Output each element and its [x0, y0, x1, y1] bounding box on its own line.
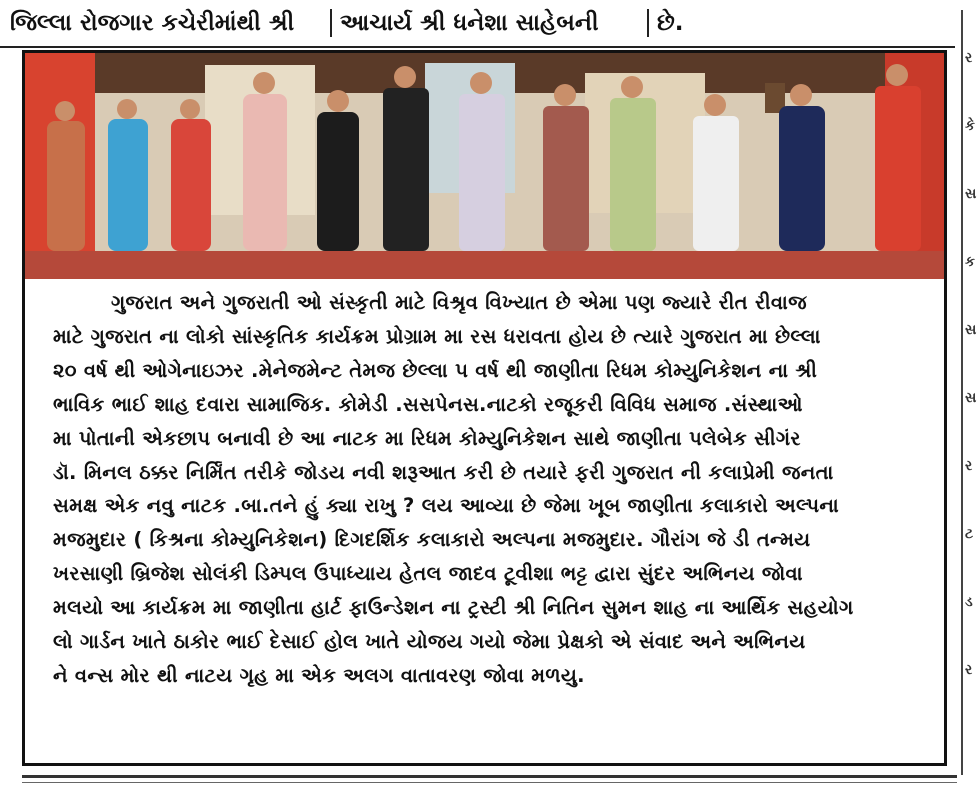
- adjacent-text-fragment: સ: [965, 186, 977, 202]
- bottom-divider: [22, 775, 957, 778]
- adjacent-text-fragment: સ: [965, 322, 977, 338]
- bottom-divider-thin: [22, 782, 957, 783]
- adjacent-text-fragment: ર: [965, 50, 973, 66]
- column-separator: [647, 9, 649, 37]
- article-body: [53, 286, 933, 693]
- stage-photo-illustration: [25, 53, 944, 279]
- article-line: ને વન્સ મોર થી નાટય ગૃહ મા એક અલગ વાતાવરણ જોવા મળયુ.: [53, 663, 585, 687]
- column-divider: [961, 10, 963, 775]
- adjacent-text-fragment: કે: [965, 118, 975, 134]
- top-divider: [0, 46, 955, 48]
- article-line: લો ગાર્ડન ખાતે ઠાકોર ભાઈ દેસાઈ હોલ ખાતે યોજય ગયો જેમા પ્રેક્ષકો એ સંવાદ અને અભિનય: [53, 630, 806, 654]
- adjacent-text-fragment: ર: [965, 662, 973, 678]
- adjacent-text-fragment: ટ: [965, 526, 974, 542]
- article-line: ગુજરાત અને ગુજરાતી ઓ સંસ્કૃતી માટે વિશ્રૃવ વિખ્યાત છે એમા પણ જ્યારે રીત રીવાજ: [111, 291, 807, 314]
- article-line: મા પોતાની એકછાપ બનાવી છે આ નાટક મા રિધમ કોમ્યુનિકેશન સાથે જાણીતા પલેબેક સીગંર: [53, 426, 801, 450]
- adjacent-text-fragment: ક: [965, 254, 975, 270]
- article-line: ડૉ. મિનલ ઠક્કર નિર્મિંત તરીકે જોડય નવી શરૂઆત કરી છે તયારે ફરી ગુજરાત ની કલાપ્રેમી જનતા: [53, 460, 834, 484]
- headline-segment-3: છે.: [657, 10, 684, 36]
- news-article: [22, 50, 947, 766]
- stage-photo: [25, 53, 944, 279]
- article-line: સમક્ષ એક નવુ નાટક .બા.તને હું ક્યા રાખુ ? લય આવ્યા છે જેમા ખૂબ જાણીતા કલાકારો અલ્પના: [53, 494, 839, 518]
- headline-segment-2: આચાર્ય શ્રી ધનેશા સાહેબની: [340, 10, 599, 36]
- headline-segment-1: જિલ્લા રોજગાર કચેરીમાંથી શ્રી: [10, 10, 295, 36]
- article-line: ખરસાણી બ્રિજેશ સોલંકી ડિમ્પલ ઉપાધ્યાય હેતલ જાદવ ટૂવીશા ભટ્ટ દ્વારા સુંદર અભિનય જોવા: [53, 562, 803, 586]
- article-line: મલયો આ કાર્યક્રમ મા જાણીતા હાર્ટ ફાઉન્ડેશન ના ટ્રસ્ટી શ્રી નિતિન સુમન શાહ ના આર્થિક સહયોગ: [53, 596, 854, 620]
- adjacent-text-fragment: ડ: [965, 594, 973, 610]
- adjacent-text-fragment: ર: [965, 458, 973, 474]
- headline-strip: [0, 0, 955, 46]
- article-line: માટે ગુજરાત ના લોકો સાંસ્કૃતિક કાર્યક્રમ પ્રોગ્રામ મા રસ ધરાવતા હોય છે ત્યારે ગુજરાત મા છેલ્લા: [53, 324, 821, 348]
- article-line: મજમુદાર ( કિશ્રના કોમ્યુનિકેશન) દિગદર્શિક કલાકારો અલ્પના મજમુદાર. ગૌરાંગ જે ડી તન્મય: [53, 528, 811, 552]
- article-line: ભાવિક ભાઈ શાહ દવારા સામાજિક. કોમેડી .સસપેનસ.નાટકો રજૂકરી વિવિધ સમાજ .સંસ્થાઓ: [53, 392, 803, 416]
- column-separator: [330, 9, 332, 37]
- adjacent-text-fragment: સ: [965, 390, 977, 406]
- article-line: ૨૦ વર્ષ થી ઓગેનાઇઝર .મેનેજમેન્ટ તેમજ છેલ્લા ૫ વર્ષ થી જાણીતા રિધમ કોમ્યુનિકેશન ના શ્રી: [53, 358, 818, 382]
- adjacent-column: [957, 0, 979, 792]
